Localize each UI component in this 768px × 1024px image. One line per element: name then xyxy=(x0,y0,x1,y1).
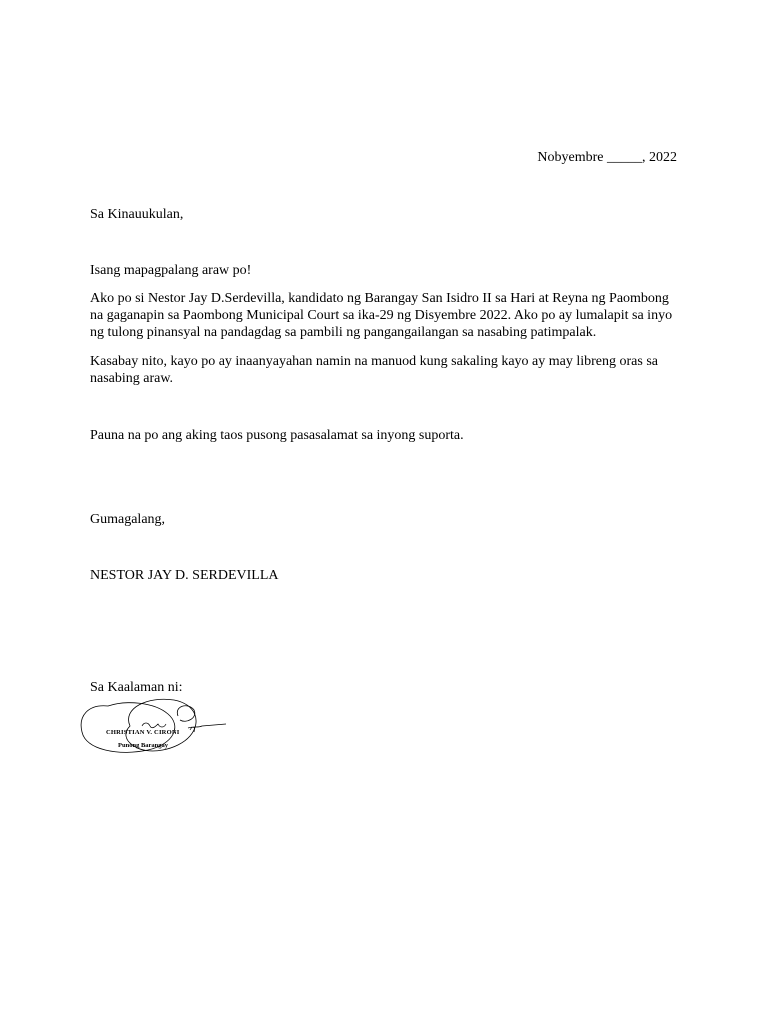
sender-name: NESTOR JAY D. SERDEVILLA xyxy=(90,568,279,583)
signatory-title: Punong Barangay xyxy=(118,742,169,749)
body-paragraph-request: Ako po si Nestor Jay D.Serdevilla, kandidato ng Barangay San Isidro II sa Hari at Reyna ng Paombong na gaganapin sa Paombong Municipal Court sa ika-29 ng Disyembre 2022. Ako po ay lumalapit sa inyo ng tulong pinansyal na pandagdag sa pambili ng pangangailangan sa nasabing patimpalak. xyxy=(90,291,673,340)
closing-paragraph: Pauna na po ang aking taos pusong pasasalamat sa inyong suporta. xyxy=(90,428,464,443)
noted-by-label: Sa Kaalaman ni: xyxy=(90,680,183,695)
salutation: Sa Kinauukulan, xyxy=(90,207,184,222)
body-paragraph-invitation: Kasabay nito, kayo po ay inaanyayahan namin na manuod kung sakaling kayo ay may libreng oras sa nasabing araw. xyxy=(90,354,659,386)
signatory-name: CHRISTIAN V. CIRONI xyxy=(106,729,180,736)
greeting: Isang mapagpalang araw po! xyxy=(90,263,252,278)
complimentary-close: Gumagalang, xyxy=(90,512,166,527)
letter-date: Nobyembre _____, 2022 xyxy=(537,150,677,165)
